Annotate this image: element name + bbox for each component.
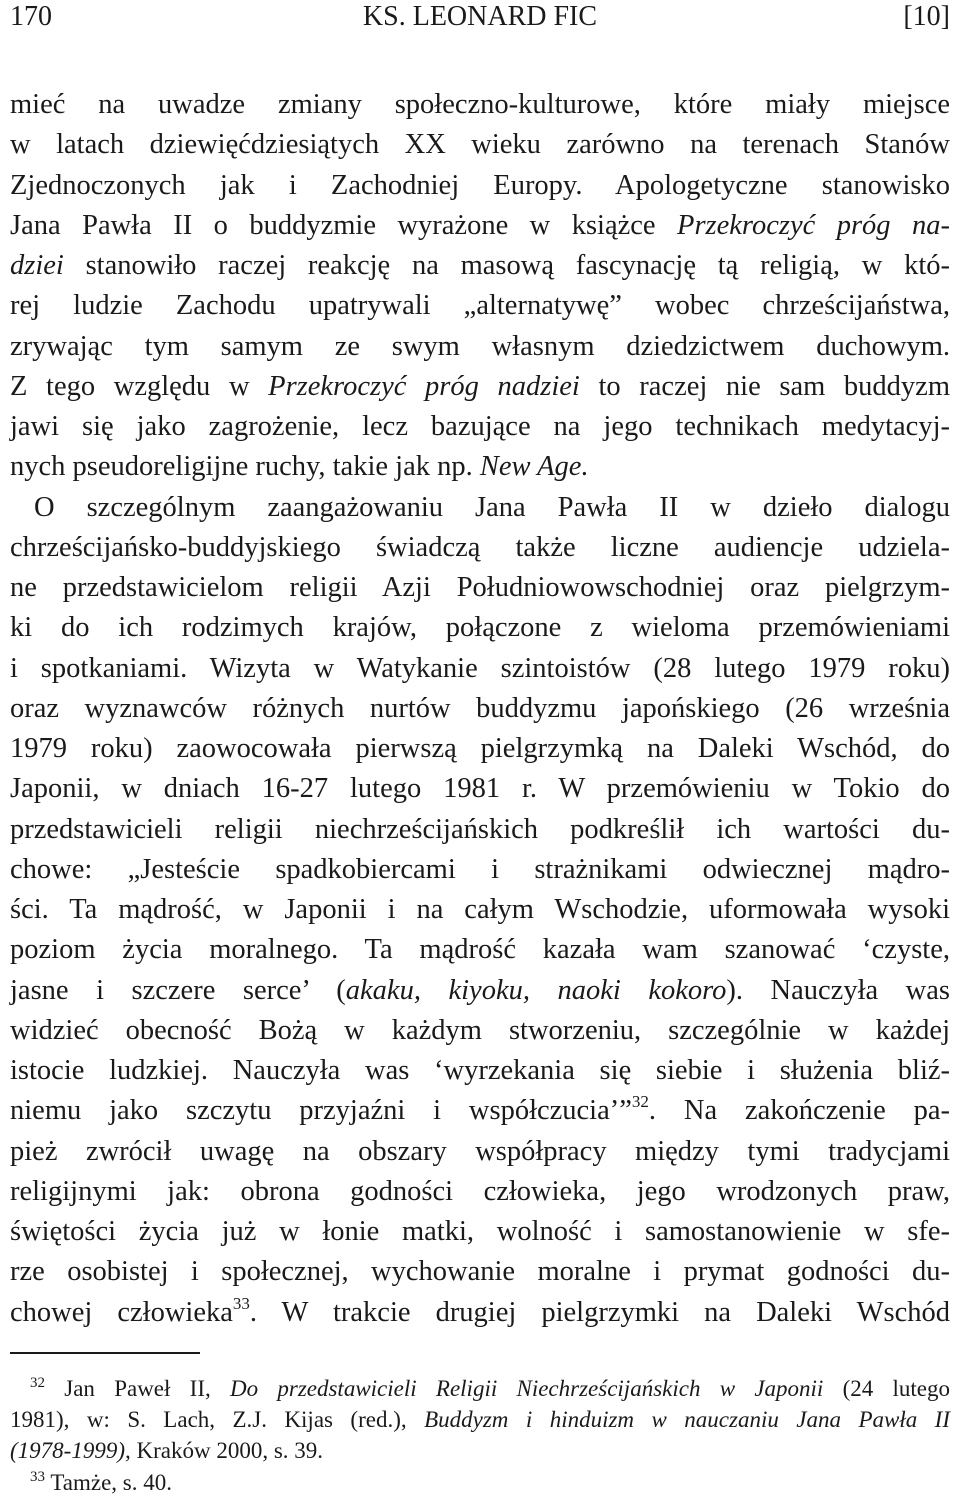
work-title: Buddyzm i hinduizm w nauczaniu Jana Pawła II	[424, 1407, 950, 1432]
running-header	[10, 0, 950, 40]
work-title: Do przedstawicieli Religii Niechrześcijańskich w Japonii	[230, 1376, 824, 1401]
text-segment: 1981), w: S. Lach, Z.J. Kijas (red.),	[10, 1407, 425, 1432]
text-line: poziom życia moralnego. Ta mądrość kazała wam szanować ‘czyste,	[10, 934, 950, 966]
text-segment: . W trakcie drugiej pielgrzymki na Daleki Wschód	[249, 1296, 950, 1328]
text-segment: Kraków 2000, s. 39.	[130, 1438, 324, 1463]
text-line	[10, 447, 950, 487]
text-line: istocie ludzkiej. Nauczyła was ‘wyrzekania się siebie i służenia bliź-	[10, 1055, 950, 1086]
term-new-age: New Age.	[479, 451, 589, 483]
work-title: (1978-1999),	[10, 1438, 131, 1463]
footnote-ref-32[interactable]: 32	[631, 1092, 649, 1112]
section-number: [10]	[903, 1, 950, 32]
text-line: chrześcijańsko-buddyjskiego świadczą także liczne audiencje udziela-	[10, 531, 950, 563]
text-line: zrywając tym samym ze swym własnym dziedzictwem duchowym.	[10, 330, 950, 362]
text-segment: jasne i szczere serce’ (	[10, 974, 346, 1006]
text-line: rej ludzie Zachodu upatrywali „alternatywę” wobec chrześcijaństwa,	[10, 290, 950, 322]
text-line	[10, 367, 950, 407]
text-segment: Tamże, s. 40.	[45, 1470, 172, 1495]
text-line: pież zwrócił uwagę na obszary współpracy między tymi tradycjami	[10, 1135, 950, 1167]
text-line: widzieć obecność Bożą w każdym stworzeniu, szczególnie w każdej	[10, 1014, 950, 1046]
text-segment: Jan Paweł II,	[45, 1376, 230, 1401]
text-line: ne przedstawicielom religii Azji Południowowschodniej oraz pielgrzym-	[10, 572, 950, 603]
text-line	[10, 246, 950, 286]
text-segment: to raczej nie sam buddyzm	[579, 370, 951, 402]
body-text	[10, 85, 950, 1333]
text-line: jawi się jako zagrożenie, lecz bazujące na jego technikach medytacyj-	[10, 411, 950, 442]
text-line: ści. Ta mądrość, w Japonii i na całym Wschodzie, uformowała wysoki	[10, 894, 950, 925]
footnote-32	[10, 1373, 950, 1466]
text-line: oraz wyznawców różnych nurtów buddyzmu japońskiego (26 września	[10, 692, 950, 724]
footnote-ref-33[interactable]: 33	[232, 1293, 250, 1313]
text-line: świętości życia już w łonie matki, wolność i samostanowienie w sfe-	[10, 1216, 950, 1247]
text-line: chowe: „Jesteście spadkobiercami i strażnikami odwiecznej mądro-	[10, 853, 950, 885]
text-line: rze osobistej i społecznej, wychowanie moralne i prymat godności du-	[10, 1256, 950, 1288]
text-line: i spotkaniami. Wizyta w Watykanie szintoistów (28 lutego 1979 roku)	[10, 652, 950, 684]
footnote-33	[10, 1467, 950, 1498]
book-title: dziei	[10, 250, 64, 281]
text-line: Japonii, w dniach 16-27 lutego 1981 r. W przemówieniu w Tokio do	[10, 773, 950, 805]
japanese-terms: akaku, kiyoku, naoki kokoro	[345, 974, 727, 1006]
text-segment: (24 lutego	[823, 1376, 950, 1401]
text-segment: niemu jako szczytu przyjaźni i współczucia’”	[10, 1095, 632, 1127]
text-segment: ). Nauczyła was	[726, 974, 950, 1006]
text-segment: . Na zakończenie pa-	[648, 1095, 950, 1127]
text-segment: stanowiło raczej reakcję na masową fascynację tą religią, w któ-	[63, 250, 950, 281]
text-line: religijnymi jak: obrona godności człowieka, jego wrodzonych praw,	[10, 1175, 950, 1207]
text-line: 1979 roku) zaowocowała pierwszą pielgrzymką na Daleki Wschód, do	[10, 733, 950, 764]
text-line: Zjednoczonych jak i Zachodniej Europy. Apologetyczne stanowisko	[10, 169, 950, 201]
text-line: w latach dziewięćdziesiątych XX wieku zarówno na terenach Stanów	[10, 129, 950, 161]
text-line: ki do ich rodzimych krajów, połączone z wieloma przemówieniami	[10, 612, 950, 644]
footnote-line	[10, 1373, 950, 1404]
text-line: przedstawicieli religii niechrześcijańskich podkreślił ich wartości du-	[10, 813, 950, 845]
paragraph-first-line: O szczególnym zaangażowaniu Jana Pawła II w dzieło dialogu	[34, 491, 950, 523]
text-segment: nych pseudoreligijne ruchy, takie jak np.	[10, 451, 480, 483]
text-segment: Jana Pawła II o buddyzmie wyrażone w książce	[10, 209, 678, 241]
footnote-number: 33	[30, 1469, 45, 1485]
text-line	[10, 1091, 950, 1131]
running-title: KS. LEONARD FIC	[362, 1, 598, 32]
text-line	[10, 1293, 950, 1333]
book-title: Przekroczyć próg nadziei	[268, 370, 580, 402]
footnote-separator	[10, 1352, 200, 1354]
text-segment: chowej człowieka	[10, 1296, 233, 1328]
footnote-number: 32	[30, 1375, 45, 1391]
page-number: 170	[10, 1, 52, 32]
text-line	[10, 206, 950, 246]
footnote-line	[10, 1435, 950, 1466]
book-title: Przekroczyć próg na-	[677, 209, 950, 241]
text-line	[10, 971, 950, 1011]
footnote-line	[10, 1467, 950, 1498]
footnote-line	[10, 1404, 950, 1435]
text-line: mieć na uwadze zmiany społeczno-kulturowe, które miały miejsce	[10, 89, 950, 120]
text-segment: Z tego względu w	[10, 370, 269, 402]
